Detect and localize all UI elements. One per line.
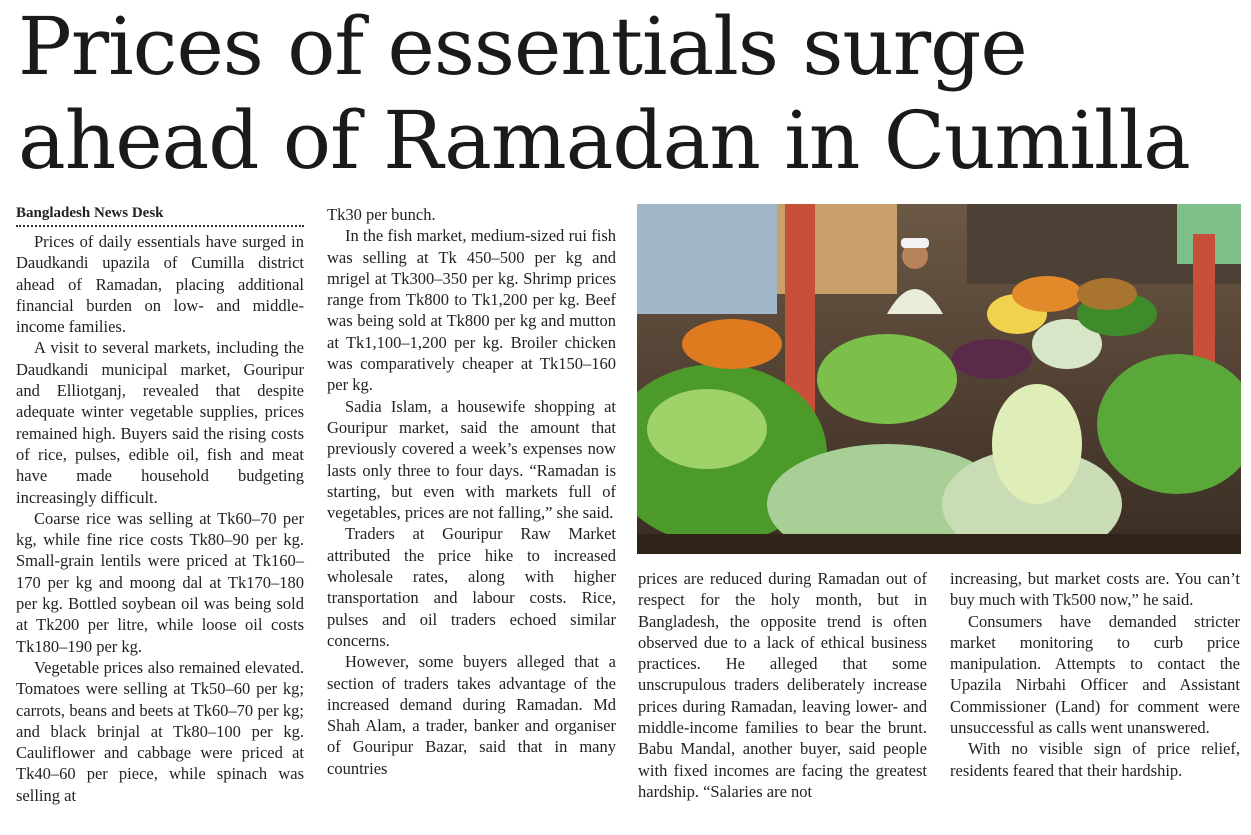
paragraph: Prices of daily essentials have surged in Daudkandi upazila of Cumilla district ahead of Ramadan, placing additional financial burden on low- and middle-income families. bbox=[16, 232, 304, 337]
paragraph: Consumers have demanded stricter market monitoring to curb price manipulation. Attempts to contact the Upazila Nirbahi Officer and Assistant Commissioner (Land) for comment were unsuccessful as calls went unanswered. bbox=[950, 611, 1240, 738]
paragraph: Vegetable prices also remained elevated. Tomatoes were selling at Tk50–60 per kg; carrots, beans and beets at Tk60–70 per kg; and black brinjal at Tk80–100 per kg. Cauliflower and cabbage were priced at Tk40–60 per piece, while spinach was selling at bbox=[16, 657, 304, 805]
market-photo bbox=[637, 204, 1241, 554]
article-column-3 bbox=[638, 568, 927, 802]
paragraph-continuation: Tk30 per bunch. bbox=[327, 205, 436, 224]
paragraph: However, some buyers alleged that a section of traders takes advantage of the increased demand during Ramadan. Md Shah Alam, a trader, banker and organiser of Gouripur Bazar, said that in many countries bbox=[327, 652, 616, 778]
paragraph: A visit to several markets, including the Daudkandi municipal market, Gouripur and Elliotganj, revealed that despite adequate winter vegetable supplies, prices remained high. Buyers said the rising costs of rice, pulses, edible oil, fish and meat have made household budgeting increasingly difficult. bbox=[16, 338, 304, 507]
headline: Prices of essentials surge ahead of Ramadan in Cumilla bbox=[18, 0, 1190, 187]
paragraph: Coarse rice was selling at Tk60–70 per kg, while fine rice costs Tk80–90 per kg. Small-grain lentils were priced at Tk160–170 per kg and moong dal at Tk170–180 per kg. Bottled soybean oil was being sold at Tk200 per litre, while loose oil costs Tk180–190 per kg. bbox=[16, 508, 304, 656]
paragraph: Sadia Islam, a housewife shopping at Gouripur market, said the amount that previously covered a week’s expenses now lasts only three to four days. “Ramadan is starting, but even with markets full of vegetables, prices are not falling,” she said. bbox=[327, 396, 616, 523]
paragraph: Traders at Gouripur Raw Market attributed the price hike to increased wholesale rates, along with higher transportation and labour costs. Rice, pulses and oil traders echoed similar concerns. bbox=[327, 524, 616, 650]
vegetable-stall-image bbox=[637, 204, 1241, 554]
article-column-2 bbox=[327, 204, 616, 779]
article-column-4 bbox=[950, 568, 1240, 781]
byline: Bangladesh News Desk bbox=[16, 204, 304, 227]
paragraph: In the fish market, medium-sized rui fish was selling at Tk 450–500 per kg and mrigel at Tk300–350 per kg. Shrimp prices range from Tk800 to Tk1,200 per kg. Beef was being sold at Tk800 per kg and mutton at Tk1,100–1,200 per kg. Broiler chicken was comparatively cheaper at Tk150–160 per kg. bbox=[327, 226, 616, 395]
article-column-1 bbox=[16, 204, 304, 806]
paragraph-continuation: increasing, but market costs are. You can’t buy much with Tk500 now,” he said. bbox=[950, 569, 1240, 610]
paragraph-continuation: prices are reduced during Ramadan out of respect for the holy month, but in Bangladesh, the opposite trend is often observed due to a lack of ethical business practices. He alleged that some unscrupulous traders deliberately increase prices during Ramadan, leaving lower- and middle-income families to bear the brunt. Babu Mandal, another buyer, said people with fixed incomes are facing the greatest hardship. “Salaries are not bbox=[638, 569, 927, 801]
paragraph: With no visible sign of price relief, residents feared that their hardship. bbox=[950, 739, 1240, 780]
